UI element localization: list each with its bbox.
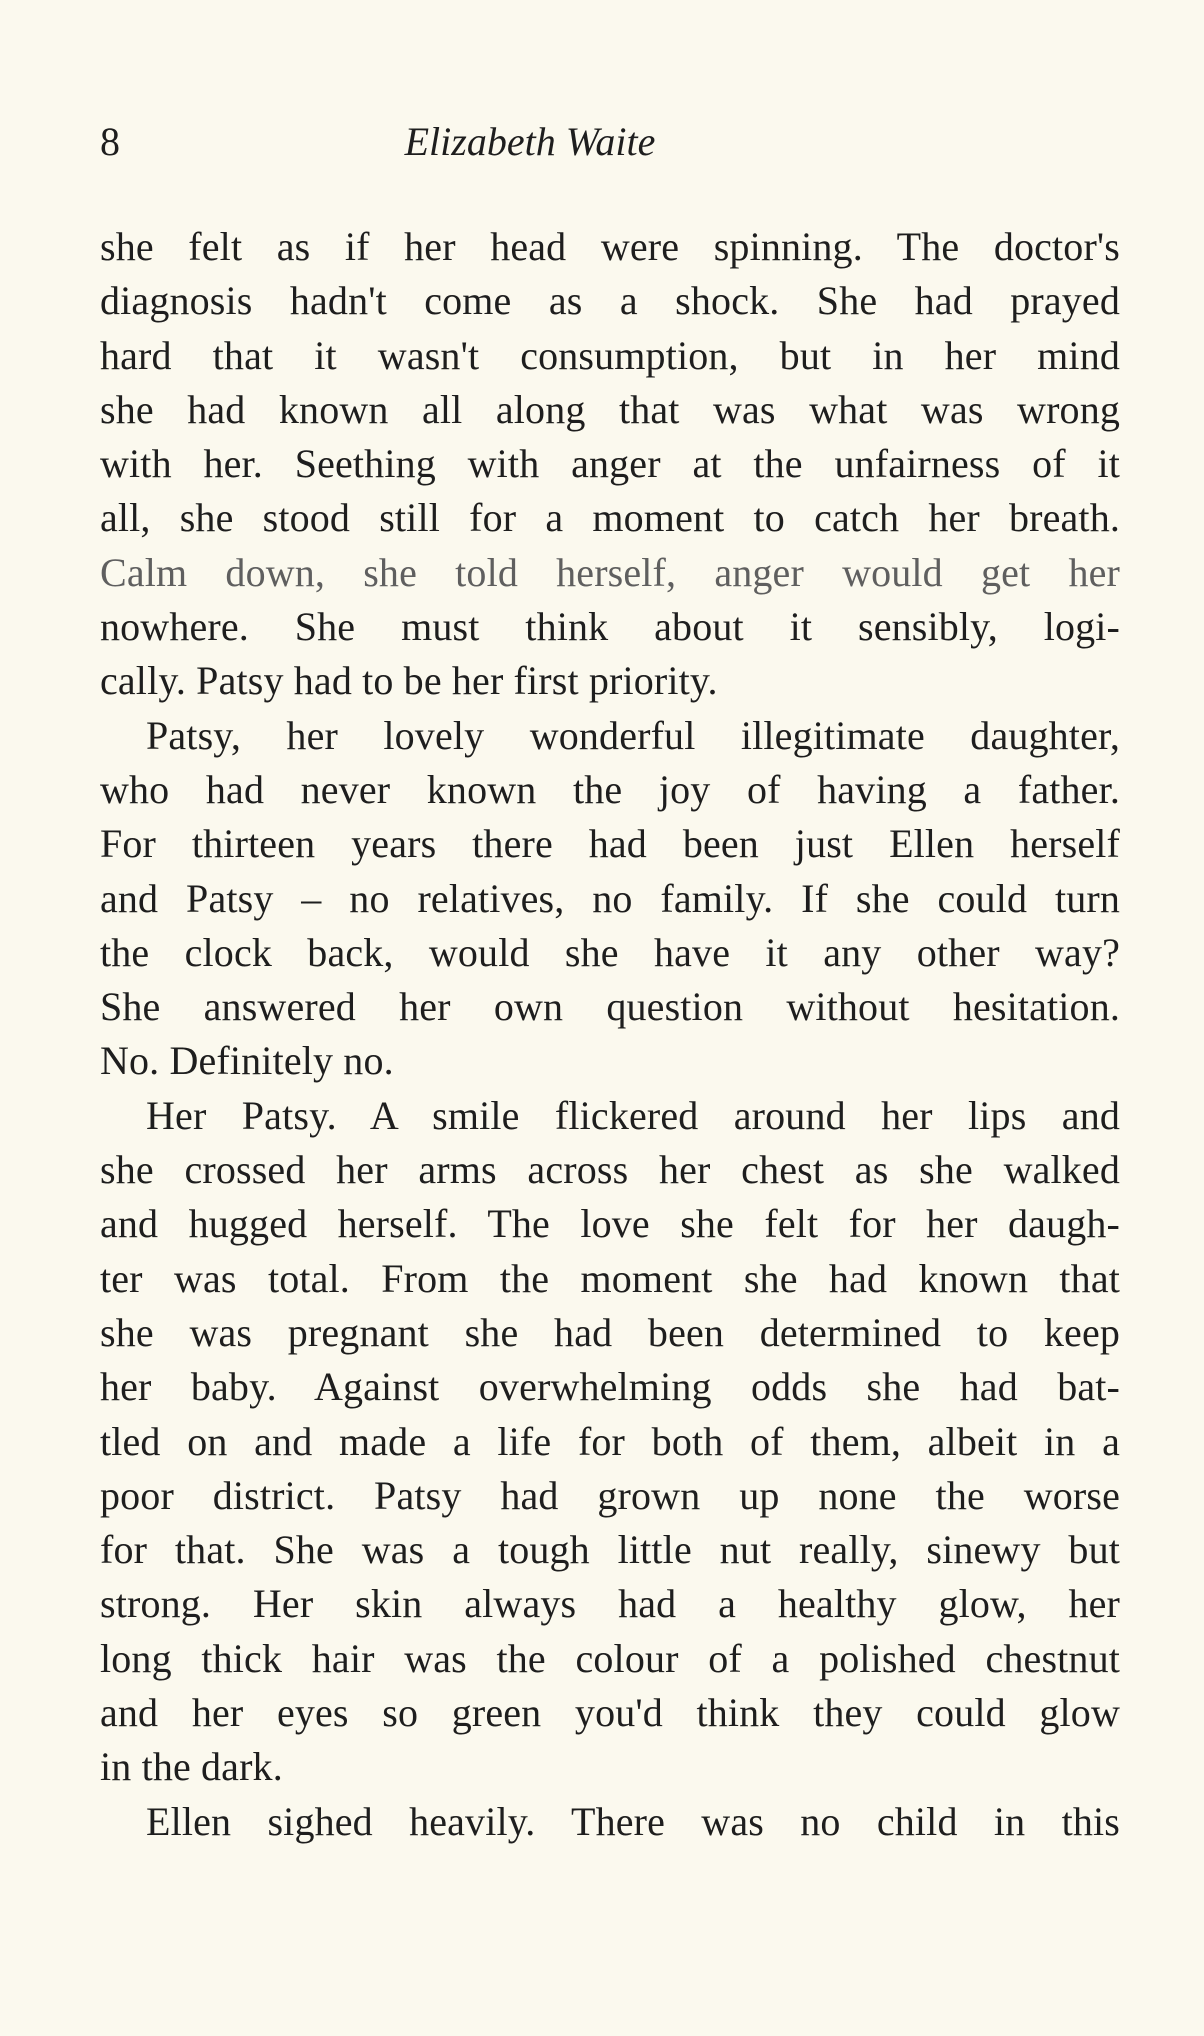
text-line: Her Patsy. A smile flickered around her lips and [146, 1092, 1120, 1138]
page-number: 8 [100, 119, 120, 164]
text-line: in the dark. [100, 1744, 283, 1790]
text-line: strong. Her skin always had a healthy glow, her [100, 1581, 1120, 1627]
text-line: Calm down, she told herself, anger would get her [100, 549, 1120, 595]
text-line: for that. She was a tough little nut really, sinewy but [100, 1527, 1120, 1573]
text-line: with her. Seething with anger at the unfairness of it [100, 441, 1120, 487]
text-line: and her eyes so green you'd think they could glow [100, 1690, 1120, 1736]
running-head [100, 112, 1120, 172]
text-line: she had known all along that was what was wrong [100, 386, 1120, 432]
body-text [100, 220, 1120, 1849]
text-line: she crossed her arms across her chest as she walked [100, 1147, 1120, 1193]
text-line: tled on and made a life for both of them, albeit in a [100, 1418, 1120, 1464]
text-line: her baby. Against overwhelming odds she had bat- [100, 1364, 1120, 1410]
text-line: hard that it wasn't consumption, but in her mind [100, 332, 1120, 378]
text-line: and Patsy – no relatives, no family. If she could turn [100, 875, 1120, 921]
text-line: Ellen sighed heavily. There was no child in this [146, 1798, 1120, 1844]
running-title: Elizabeth Waite [404, 119, 656, 164]
text-line: poor district. Patsy had grown up none the worse [100, 1472, 1120, 1518]
text-line: the clock back, would she have it any other way? [100, 929, 1120, 975]
text-line: ter was total. From the moment she had known that [100, 1255, 1120, 1301]
text-line: and hugged herself. The love she felt for her daugh- [100, 1201, 1120, 1247]
text-line: all, she stood still for a moment to catch her breath. [100, 495, 1120, 541]
text-line: She answered her own question without hesitation. [100, 984, 1120, 1030]
text-line: Patsy, her lovely wonderful illegitimate daughter, [146, 712, 1120, 758]
text-line: For thirteen years there had been just Ellen herself [100, 821, 1120, 867]
text-line: she felt as if her head were spinning. The doctor's [100, 224, 1120, 269]
text-line: she was pregnant she had been determined to keep [100, 1309, 1120, 1355]
text-line: who had never known the joy of having a father. [100, 766, 1120, 812]
text-line: diagnosis hadn't come as a shock. She had prayed [100, 278, 1120, 324]
text-line: nowhere. She must think about it sensibly, logi- [100, 604, 1120, 650]
text-line: No. Definitely no. [100, 1038, 394, 1084]
text-line: long thick hair was the colour of a polished chestnut [100, 1635, 1120, 1681]
text-line: cally. Patsy had to be her first priority. [100, 658, 718, 704]
